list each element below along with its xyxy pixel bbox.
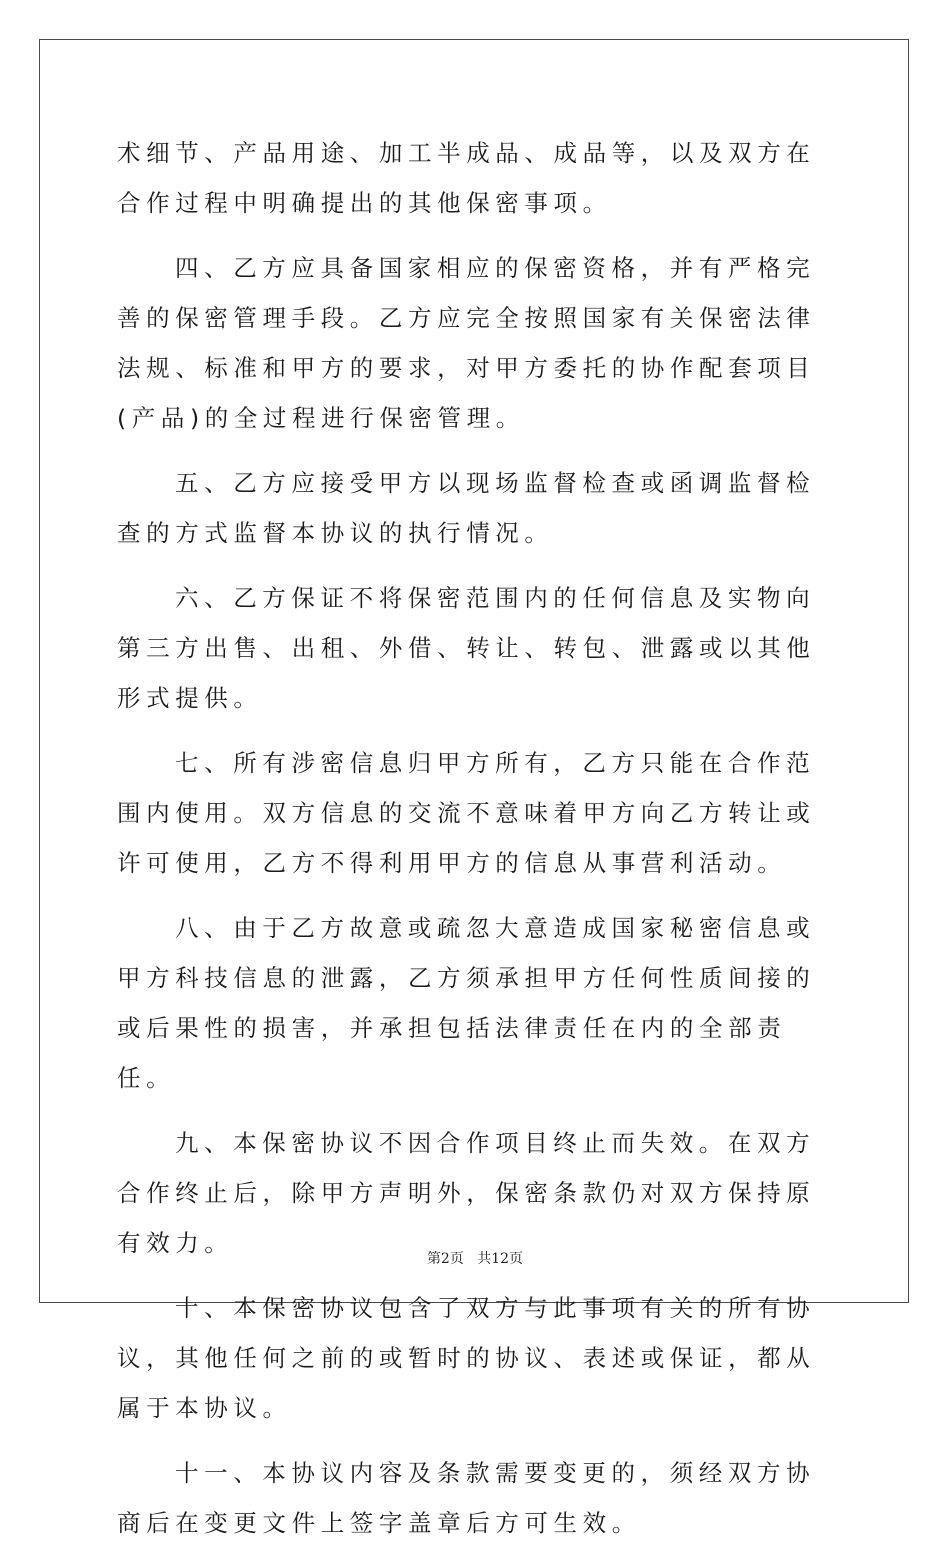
paragraph-continuation: 术细节、产品用途、加工半成品、成品等，以及双方在合作过程中明确提出的其他保密事项。 — [117, 139, 816, 217]
paragraph-clause-11: 十一、本协议内容及条款需要变更的，须经双方协商后在变更文件上签字盖章后方可生效。 — [117, 1459, 816, 1537]
paragraph-clause-9: 九、本保密协议不因合作项目终止而失效。在双方合作终止后，除甲方声明外，保密条款仍对双方保持原有效力。 — [117, 1129, 816, 1257]
paragraph-clause-5: 五、乙方应接受甲方以现场监督检查或函调监督检查的方式监督本协议的执行情况。 — [117, 469, 816, 547]
paragraph-clause-7: 七、所有涉密信息归甲方所有，乙方只能在合作范围内使用。双方信息的交流不意味着甲方向乙方转让或许可使用，乙方不得利用甲方的信息从事营利活动。 — [117, 749, 816, 877]
page-number: 第2页 — [426, 1251, 464, 1267]
page-total: 共12页 — [477, 1251, 524, 1267]
paragraph-clause-10: 十、本保密协议包含了双方与此事项有关的所有协议，其他任何之前的或暂时的协议、表述或保证，都从属于本协议。 — [117, 1294, 816, 1422]
document-body — [117, 128, 837, 1563]
paragraph-clause-4: 四、乙方应具备国家相应的保密资格，并有严格完善的保密管理手段。乙方应完全按照国家有关保密法律法规、标准和甲方的要求，对甲方委托的协作配套项目(产品)的全过程进行保密管理。 — [117, 254, 816, 432]
paragraph-clause-6: 六、乙方保证不将保密范围内的任何信息及实物向第三方出售、出租、外借、转让、转包、泄露或以其他形式提供。 — [117, 584, 816, 712]
paragraph-clause-8: 八、由于乙方故意或疏忽大意造成国家秘密信息或甲方科技信息的泄露，乙方须承担甲方任何性质间接的或后果性的损害，并承担包括法律责任在内的全部责任。 — [117, 914, 816, 1092]
page-footer — [0, 1248, 950, 1268]
